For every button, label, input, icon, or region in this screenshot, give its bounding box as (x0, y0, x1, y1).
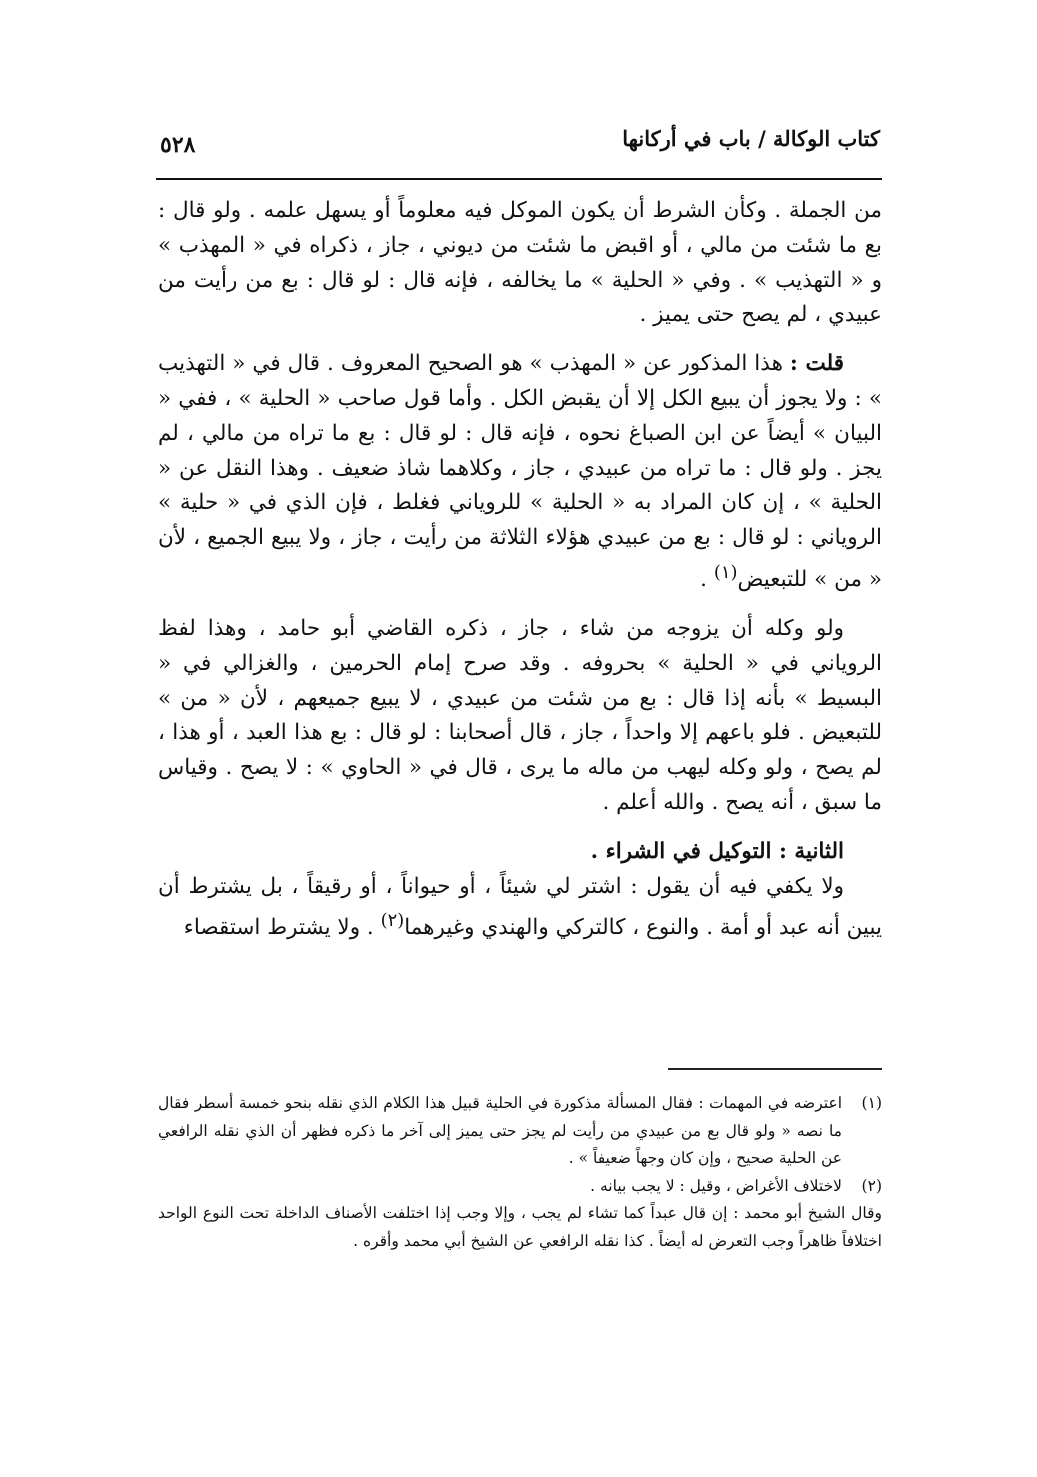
paragraph-2-lead: قلت : (789, 351, 844, 377)
footnote-1 (158, 1090, 882, 1173)
footnote-2-continuation: وقال الشيخ أبو محمد : إن قال عبداً كما تشاء لم يجب ، وإلا وجب إذا اختلفت الأصناف الداخلة تحت النوع الواحد اختلافاً ظاهراً وجب التعرض له أيضاً . كذا نقله الرافعي عن الشيخ أبي محمد وأقره . (158, 1204, 882, 1250)
page-number: ٥٢٨ (160, 132, 196, 158)
section-heading: الثانية : التوكيل في الشراء . (590, 838, 844, 864)
footnote-ref-2[interactable]: (٢) (380, 910, 405, 932)
running-title: كتاب الوكالة / باب في أركانها (622, 126, 880, 151)
footnote-2-text: لاختلاف الأغراض ، وقيل : لا يجب بيانه . (590, 1176, 842, 1195)
header-rule (156, 178, 882, 180)
page-header (160, 126, 880, 166)
footnotes (158, 1090, 882, 1255)
footnote-ref-1[interactable]: (١) (713, 561, 738, 583)
paragraph-4 (158, 870, 882, 947)
paragraph-2-end: . (700, 567, 714, 593)
footnote-2 (158, 1173, 882, 1201)
footnote-1-text: اعترضه في المهمات : فقال المسألة مذكورة في الحلية قبيل هذا الكلام الذي نقله بنحو خمسة أسطر فقال ما نصه « ولو قال بع من عبيدي من رأيت لم يجز حتى يميز إلى آخر ما ذكره فظهر أن الذي نقله الرافعي عن الحلية صحيح ، وإن كان وجهاً ضعيفاً » . (158, 1094, 842, 1167)
paragraph-4-text: ولا يكفي فيه أن يقول : اشتر لي شيئاً ، أو حيواناً ، أو رقيقاً ، بل يشترط أن يبين أنه عبد أو أمة . والنوع ، كالتركي والهندي وغيرهما (158, 873, 882, 941)
paragraph-3: ولو وكله أن يزوجه من شاء ، جاز ، ذكره القاضي أبو حامد ، وهذا لفظ الروياني في « الحلية » بحروفه . وقد صرح إمام الحرمين ، والغزالي في « البسيط » بأنه إذا قال : بع من شئت من عبيدي ، لا يبيع جميعهم ، لأن « من » للتبعيض . فلو باعهم إلا واحداً ، جاز ، قال أصحابنا : لو قال : بع هذا العبد ، أو هذا ، لم يصح ، ولو وكله ليهب من ماله ما يرى ، قال في « الحاوي » : لا يصح . وقياس ما سبق ، أنه يصح . والله أعلم . (158, 615, 882, 815)
paragraph-2-text: هذا المذكور عن « المهذب » هو الصحيح المعروف . قال في « التهذيب » : ولا يجوز أن يبيع الكل إلا أن يقبض الكل . وأما قول صاحب « الحلية » ، ففي « البيان » أيضاً عن ابن الصباغ نحوه ، فإنه قال : لو قال : بع ما تراه من مالي ، لم يجز . ولو قال : ما تراه من عبيدي ، جاز ، وكلاهما شاذ ضعيف . وهذا النقل عن « الحلية » ، إن كان المراد به « الحلية » للروياني فغلط ، فإن الذي في « حلية » الروياني : لو قال : بع من عبيدي هؤلاء الثلاثة من رأيت ، جاز ، ولا يبيع الجميع ، لأن « من » للتبعيض (158, 351, 882, 593)
main-text (158, 194, 882, 946)
footnote-2-marker: (٢) (861, 1176, 882, 1195)
paragraph-2 (158, 347, 882, 598)
footnote-rule (668, 1068, 882, 1070)
paragraph-1: من الجملة . وكأن الشرط أن يكون الموكل فيه معلوماً أو يسهل علمه . ولو قال : بع ما شئت من مالي ، أو اقبض ما شئت من ديوني ، جاز ، ذكراه في « المهذب » و « التهذيب » . وفي « الحلية » ما يخالفه ، فإنه قال : لو قال : بع من رأيت من عبيدي ، لم يصح حتى يميز . (158, 198, 882, 328)
footnote-1-marker: (١) (861, 1094, 882, 1112)
paragraph-4-end: . ولا يشترط استقصاء (183, 915, 381, 941)
